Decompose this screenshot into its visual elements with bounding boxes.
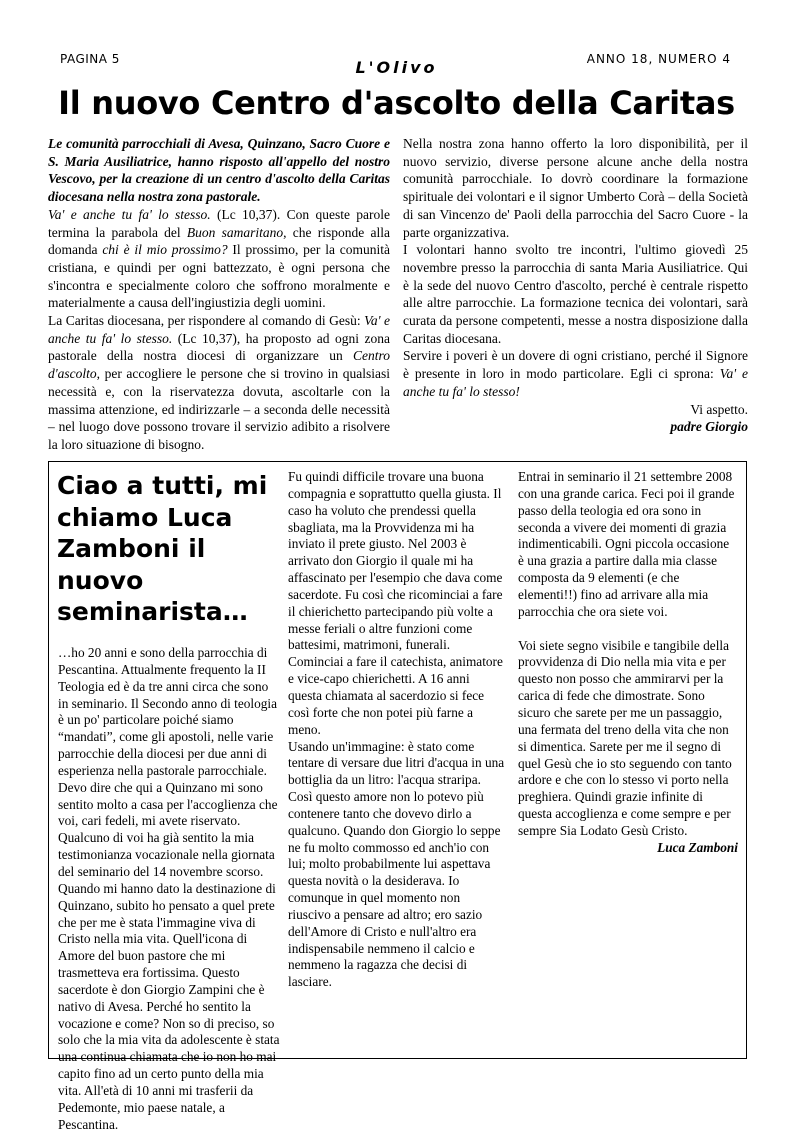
bible-quote: Va' e anche tu fa' lo stesso! xyxy=(403,366,748,399)
issue-number: ANNO 18, NUMERO 4 xyxy=(586,52,731,66)
article-paragraph xyxy=(48,206,390,312)
box-column-3 xyxy=(518,469,738,1049)
box-paragraph: …ho 20 anni e sono della parrocchia di Pescantina. Attualmente frequento la II Teologia ed è da tre anni circa che sono in seminario. Il Secondo anno di teologia è un po' particolare poiché siamo “mandati”, come gli apostoli, nelle varie parrocchie della diocesi per due anni di esperienza nella pastorale parrocchiale. Devo dire che qui a Quinzano mi sono sentito molto a casa per l'accoglienza che voi, cari fedeli, mi avete riservato. Qualcuno di voi ha già sentito la mia testimonianza vocazionale nella giornata del seminario del 14 novembre scorso. Quando mi hanno dato la destinazione di Quinzano, subito ho pensato a quel prete che per me è stata l'immagine viva di Cristo nella mia vita. Quell'icona di Amore del buon pastore che mi trasmetteva era fortissima. Questo sacerdote è don Giorgio Zampini che è nativo di Avesa. Perché ho sentito la vocazione e come? Non so di preciso, so solo che la mia vita da adolescente è stata una continua chiamata che io non ho mai capito fino ad un certo punto della mia vita. All'età di 10 anni mi trasferii da Pedemonte, mio paese natale, a Pescantina. xyxy=(58,645,280,1132)
box-column-1 xyxy=(58,645,280,1132)
box-paragraph: Voi siete segno visibile e tangibile della provvidenza di Dio nella mia vita e per questo non posso che ammirarvi per la carica di fede che dimostrate. Sono sicuro che sarete per me un passaggio, una fermata del treno della vita che non si dimentica. Sarete per me il segno di quel Gesù che io sto seguendo con tanto ardore e che con lo stesso vi porto nella preghiera. Quindi grazie infinite di questa accoglienza e come sempre e per sempre Sia Lodato Gesù Cristo. xyxy=(518,637,732,838)
article-title: Il nuovo Centro d'ascolto della Caritas xyxy=(58,84,735,122)
page-number: PAGINA 5 xyxy=(60,52,120,66)
paragraph-gap xyxy=(518,621,738,638)
bible-quote: Va' e anche tu fa' lo stesso. xyxy=(48,313,390,346)
box-signature: Luca Zamboni xyxy=(657,839,738,855)
text-run: , per accogliere le persone che si trovino in qualsiasi necessità e, con la riservatezza dovuta, ascoltarle con la massima attenzione, ed indirizzarle – a seconda delle necessità – nel luogo dove possono trovare il servizio adibito a risolvere la loro situazione di bisogno. xyxy=(48,366,390,452)
box-title: Ciao a tutti, mi chiamo Luca Zamboni il nuovo seminarista… xyxy=(57,471,268,626)
box-column-2 xyxy=(288,469,506,1049)
text-run: (Lc 10,37), ha proposto ad ogni zona pastorale della nostra diocesi di organizzare un xyxy=(48,330,390,364)
text-run: Servire i poveri è un dovere di ogni cristiano, perché il Signore è presente in loro in modo particolare. Egli ci sprona: xyxy=(403,348,748,382)
article-paragraph: I volontari hanno svolto tre incontri, l'ultimo giovedì 25 novembre presso la parrocchia di santa Maria Ausiliatrice. Qui è la sede del nuovo Centro d'ascolto, perché è centrale rispetto alle altre parrocchie. La formazione tecnica dei volontari, sarà curata da persone competenti, messe a nostra disposizione dalla Caritas diocesana. xyxy=(403,242,748,346)
article-column-right xyxy=(403,135,748,435)
text-run: (Lc 10,37). Con queste parole termina la parabola del xyxy=(48,206,391,240)
question-quote: chi è il mio prossimo? xyxy=(102,242,228,258)
article-signature: padre Giorgio xyxy=(670,419,748,435)
text-run: Il prossimo, per la comunità cristiana, e quindi per ogni battezzato, è ogni persona che s'incontra e specialmente coloro che soffrono moralmente e materialmente a causa dell'ingiustizia degli uomini. xyxy=(48,242,390,311)
article-paragraph xyxy=(403,347,748,400)
article-lead: Le comunità parrocchiali di Avesa, Quinzano, Sacro Cuore e S. Maria Ausiliatrice, hanno risposto all'appello del nostro Vescovo, per la creazione di un centro d'ascolto della Caritas diocesana nella nostra zona pastorale. xyxy=(48,136,390,205)
article-paragraph xyxy=(48,312,390,454)
article-closing: Vi aspetto. xyxy=(690,401,748,417)
bible-quote: Va' e anche tu fa' lo stesso. xyxy=(48,206,211,222)
article-paragraph: Nella nostra zona hanno offerto la loro disponibilità, per il nuovo servizio, diverse persone alcune anche della nostra comunità parrocchiale. Io dovrò coordinare la formazione spirituale dei volontari e il signor Umberto Corà – della Società di san Vincenzo de' Paoli della parrocchia del Sacro Cuore - la parte organizzativa. xyxy=(403,136,748,240)
parable-name: Buon samaritano xyxy=(186,224,284,240)
article-column-left xyxy=(48,135,391,452)
text-run: La Caritas diocesana, per rispondere al comando di Gesù: xyxy=(48,313,365,329)
text-run: , che risponde alla domanda xyxy=(48,224,390,258)
box-paragraph: Entrai in seminario il 21 settembre 2008 con una grande carica. Feci poi il grande passo della teologia ed ora sono in seconda a vivere dei momenti di grazia indimenticabili. Ogni piccola occasione è una grazia a partire dalla mia classe composta da 9 elementi (e che elementi!!) fino ad arrivare alla mia parrocchia che ora siete voi. xyxy=(518,469,735,619)
publication-name: L'Olivo xyxy=(355,58,438,77)
box-paragraph: Usando un'immagine: è stato come tentare di versare due litri d'acqua in una bottiglia da un litro: l'acqua straripa. Così questo amore non lo potevo più contenere tanto che dovevo dirlo a qualcuno. Quando don Giorgio lo seppe ne fu molto commosso ed anch'io con lui; molto probabilmente lui aspettava questa novità o la desiderava. Io comunque in quel momento non riuscivo a pensare ad altro; ero sazio dell'Amore di Cristo e null'altro era indispensabile nemmeno il calcio e nemmeno la ragazza che decisi di lasciare. xyxy=(288,738,505,990)
box-paragraph: Fu quindi difficile trovare una buona compagnia e soprattutto quella giusta. Il caso ha voluto che prendessi quella sbagliata, ma la Provvidenza mi ha inviato il prete giusto. Nel 2003 è arrivato don Giorgio il quale mi ha affascinato per l'esempio che dava come sacerdote. Fu così che ricominciai a fare il chierichetto partecipando più volte a messe feriali o altre funzioni come battesimi, matrimoni, funerali. Cominciai a fare il catechista, animatore e vice-capo chierichetti. A 16 anni questa chiamata al sacerdozio si fece così forte che non potei più farne a meno. xyxy=(288,469,503,737)
centro-name: Centro d'ascolto xyxy=(48,348,390,382)
